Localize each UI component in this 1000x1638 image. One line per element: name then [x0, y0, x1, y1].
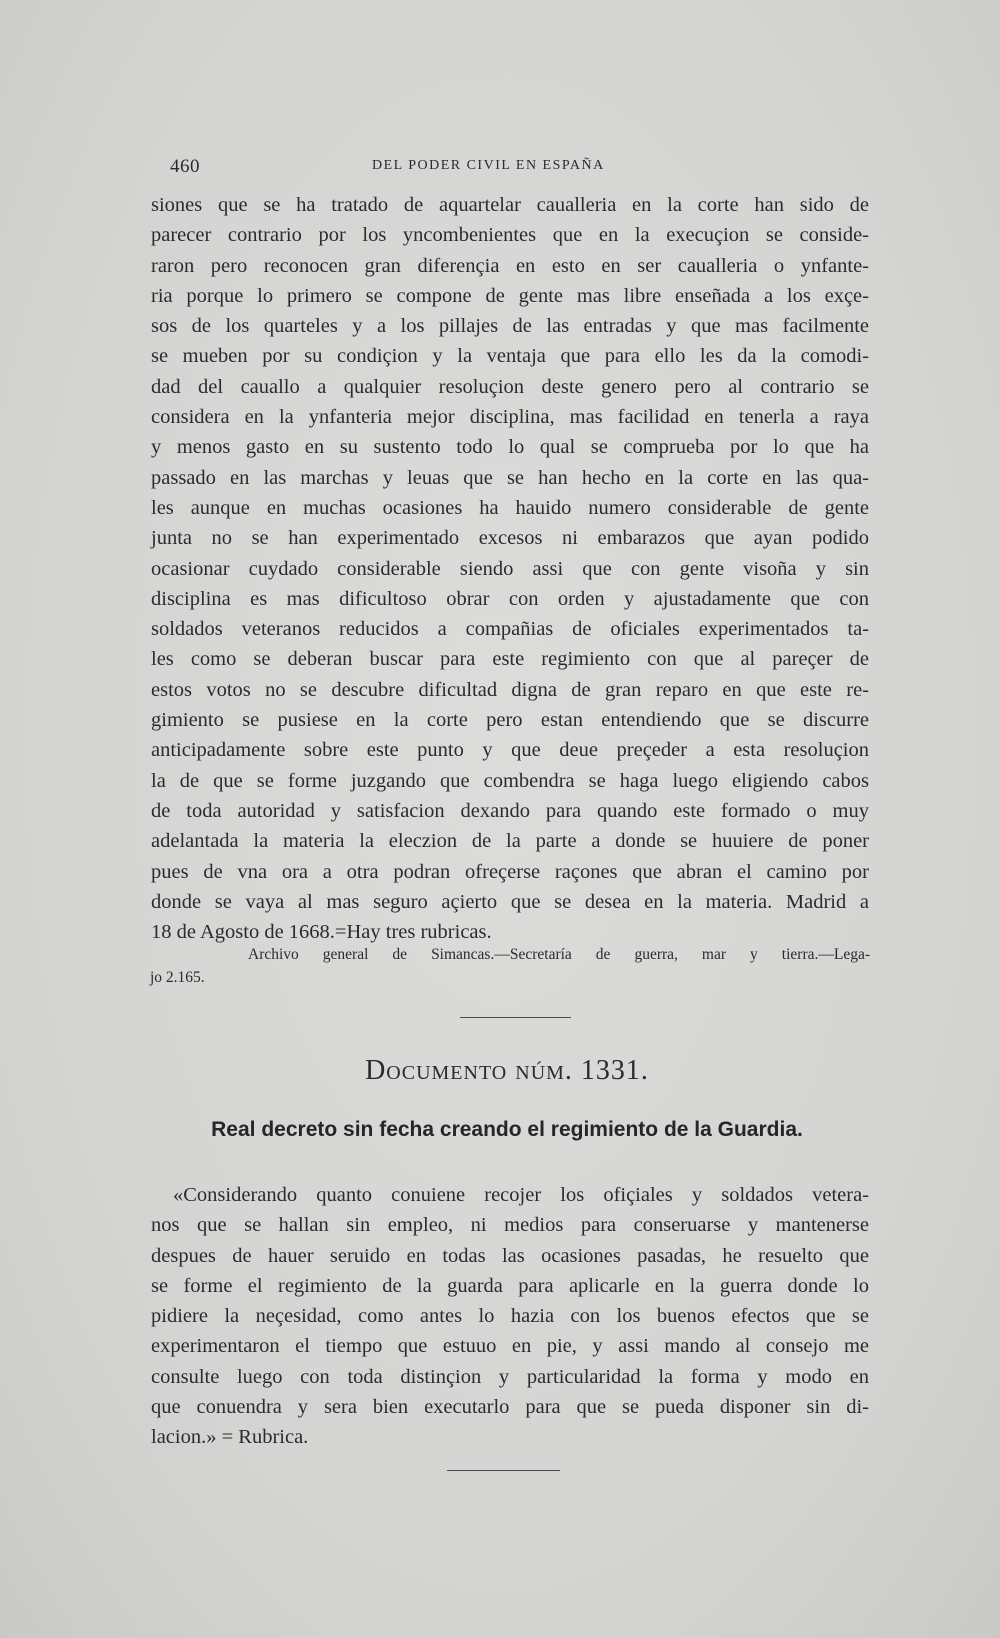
text-line: pidiere la neçesidad, como antes lo hazia con los buenos efectos que se	[151, 1305, 869, 1328]
text-line: raron pero reconocen gran diferençia en esto en ser caualleria o ynfante-	[151, 254, 869, 277]
text-line: consulte luego con toda distinçion y particularidad la forma y modo en	[151, 1365, 869, 1388]
text-line: nos que se hallan sin empleo, ni medios para conseruarse y mantenerse	[151, 1214, 869, 1237]
text-line: experimentaron el tiempo que estuuo en pie, y assi mando al consejo me	[151, 1335, 869, 1358]
text-line: pues de vna ora a otra podran ofreçerse raçones que abran el camino por	[151, 860, 869, 883]
text-line: les aunque en muchas ocasiones ha hauido numero considerable de gente	[151, 496, 869, 519]
text-line: la de que se forme juzgando que combendra se haga luego eligiendo cabos	[151, 769, 869, 792]
text-line: estos votos no se descubre dificultad digna de gran reparo en que este re-	[151, 678, 869, 701]
text-line: les como se deberan buscar para este regimiento con que al pareçer de	[151, 648, 869, 671]
text-line: considera en la ynfanteria mejor disciplina, mas facilidad en tenerla a raya	[151, 406, 869, 429]
text-line: sos de los quarteles y a los pillajes de las entradas y que mas facilmente	[151, 315, 869, 338]
text-line: «Considerando quanto conuiene recojer los ofiçiales y soldados vetera-	[173, 1184, 869, 1206]
text-line: 18 de Agosto de 1668.=Hay tres rubricas.	[151, 921, 492, 944]
text-line: se forme el regimiento de la guarda para aplicarle en la guerra donde lo	[151, 1274, 869, 1297]
text-line: anticipadamente sobre este punto y que deue preçeder a esta resoluçion	[151, 739, 869, 762]
paragraph-decree-text	[151, 1180, 869, 1453]
text-line: donde se vaya al mas seguro açierto que se desea en la materia. Madrid a	[151, 890, 869, 913]
citation-line: jo 2.165.	[150, 969, 205, 986]
text-line: de toda autoridad y satisfacion dexando para quando este formado o muy	[151, 799, 869, 822]
text-line: junta no se han experimentado excesos ni embarazos que ayan podido	[151, 527, 869, 550]
text-line: ocasionar cuydado considerable siendo assi que con gente visoña y sin	[151, 557, 869, 580]
text-line: lacion.» = Rubrica.	[151, 1426, 309, 1449]
text-line: y menos gasto en su sustento todo lo qual se comprueba por lo que ha	[151, 436, 869, 459]
text-line: gimiento se pusiese en la corte pero estan entendiendo que se discurre	[151, 709, 869, 732]
text-line: ria porque lo primero se compone de gente mas libre enseñada a los exçe-	[151, 284, 869, 307]
decree-title: Real decreto sin fecha creando el regimiento de la Guardia.	[211, 1118, 803, 1141]
text-line: se mueben por su condiçion y la ventaja que para ello les da la comodi-	[151, 345, 869, 368]
page-number: 460	[170, 156, 200, 177]
text-line: adelantada la materia la eleczion de la parte a donde se huuiere de poner	[151, 830, 869, 853]
text-line: que conuendra y sera bien executarlo para que se pueda disponer sin di-	[151, 1396, 869, 1419]
end-divider	[447, 1470, 560, 1471]
text-line: disciplina es mas dificultoso obrar con orden y ajustadamente que con	[151, 587, 869, 610]
text-line: soldados veteranos reducidos a compañias de oficiales experimentados ta-	[151, 618, 869, 641]
paragraph-letter-continuation	[151, 190, 869, 947]
citation-line: Archivo general de Simancas.—Secretaría de guerra, mar y tierra.—Lega-	[248, 946, 870, 963]
document-heading: Documento núm. 1331.	[365, 1055, 649, 1086]
text-line: dad del cauallo a qualquier resoluçion deste genero pero al contrario se	[151, 375, 869, 398]
text-line: siones que se ha tratado de aquartelar caualleria en la corte han sido de	[151, 194, 869, 216]
text-line: parecer contrario por los yncombenientes que en la execuçion se conside-	[151, 224, 869, 247]
text-line: despues de hauer seruido en todas las ocasiones pasadas, he resuelto que	[151, 1244, 869, 1267]
section-divider	[460, 1017, 571, 1018]
text-line: passado en las marchas y leuas que se han hecho en la corte en las qua-	[151, 466, 869, 489]
archive-citation	[150, 943, 870, 989]
running-title: DEL PODER CIVIL EN ESPAÑA	[372, 158, 605, 173]
